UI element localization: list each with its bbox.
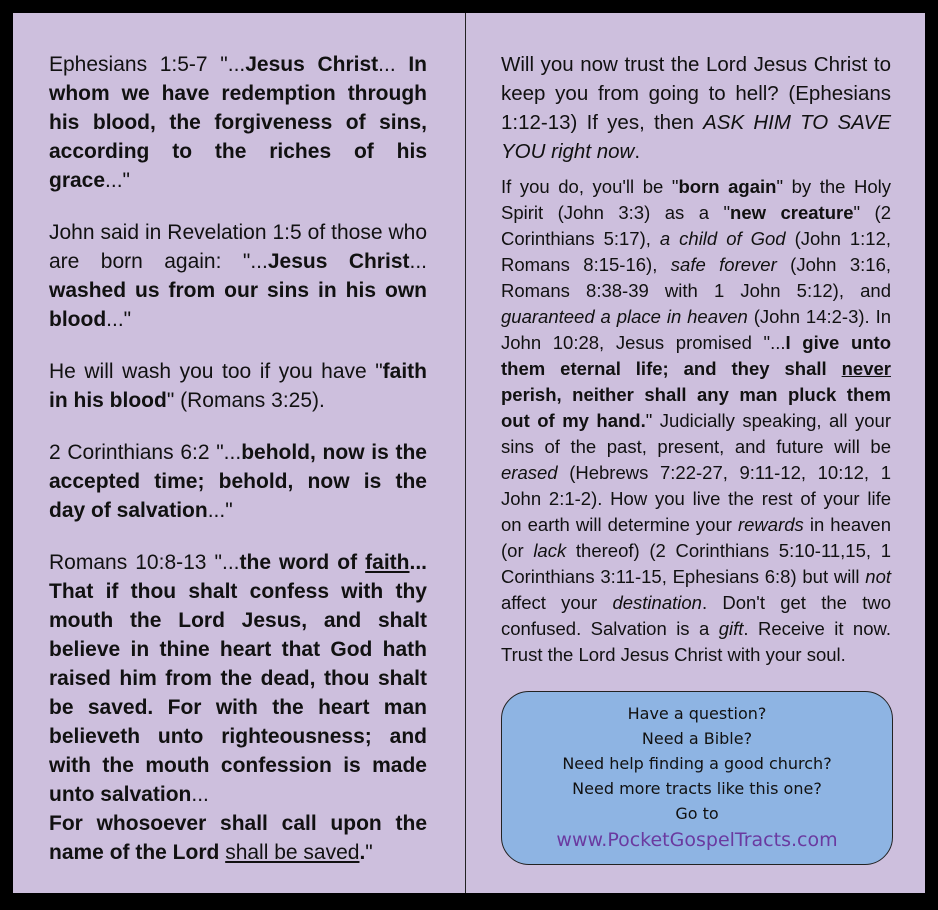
text-run: " by the Holy Spirit (John 3:3) as a " — [501, 176, 891, 223]
bold-run: behold, now is the accepted time; behold, now is the day of salvation — [49, 441, 427, 522]
bold-run: In whom we have redemption through his blood, the forgiveness of sins, according to the riches of his grace — [49, 53, 428, 192]
bold-run: new creature — [730, 202, 854, 223]
text-run: affect your — [501, 592, 613, 613]
text-run: . — [634, 140, 641, 163]
verse-romans-3-25 — [49, 357, 427, 415]
text-run: ... — [191, 783, 209, 806]
italic-run: right now — [551, 140, 635, 163]
left-column — [49, 50, 427, 890]
verse-romans-10-13 — [49, 809, 427, 867]
text-run: in heaven (or — [501, 514, 892, 561]
text-run: ..." — [106, 308, 132, 331]
underlined-run: shall be saved — [225, 841, 360, 864]
text-run: Romans 10:8-13 "... — [49, 551, 240, 574]
text-run: thereof) (2 Corinthians 5:10-11,15, 1 Corinthians 3:11-15, Ephesians 6:8) but will — [501, 540, 892, 587]
right-column — [501, 50, 891, 668]
text-run: . Receive it now. Trust the Lord Jesus Christ with your soul. — [501, 618, 891, 665]
underlined-run: faith — [365, 551, 410, 574]
box-line-question: Have a question? — [627, 704, 767, 723]
bold-run: For whosoever shall call upon the name of the Lord — [49, 812, 427, 864]
italic-run: not — [865, 566, 891, 587]
bold-run: ... That if thou shalt confess with thy mouth the Lord Jesus, and shalt believe in thine heart that God hath raised him from the dead, thou shalt be saved. For with the heart man believeth unto righteousness; and with the mouth confession is made unto salvation — [49, 551, 427, 806]
text-run: ... — [409, 250, 428, 273]
text-run: John said in Revelation 1:5 of those who are born again: "... — [49, 221, 427, 273]
italic-run: erased — [501, 462, 558, 483]
italic-run: gift — [718, 618, 744, 639]
text-run: ... — [378, 53, 409, 76]
bold-run: faith in his blood — [49, 360, 427, 412]
tract-page — [13, 13, 925, 893]
italic-run: ASK HIM TO SAVE YOU — [501, 111, 892, 163]
italic-run: rewards — [737, 514, 804, 535]
underlined-run: never — [841, 358, 891, 379]
bold-run: the word of — [239, 551, 366, 574]
text-run: 2 Corinthians 6:2 "... — [49, 441, 242, 464]
box-line-bible: Need a Bible? — [641, 729, 753, 748]
bold-run: washed us from our sins in his own blood — [49, 279, 427, 331]
italic-run: a child of God — [659, 228, 786, 249]
box-line-tracts: Need more tracts like this one? — [572, 779, 822, 798]
bold-run: I give unto them eternal life; and they shall — [501, 332, 892, 379]
italic-run: safe forever — [670, 254, 777, 275]
italic-run: lack — [533, 540, 567, 561]
bold-run: perish, neither shall any man pluck them out of my hand. — [501, 384, 891, 431]
invitation-paragraph — [501, 50, 891, 166]
text-run: . Don't get the two confused. Salvation is a — [501, 592, 891, 639]
text-run: He will wash you too if you have " — [49, 360, 383, 383]
assurance-paragraph — [501, 174, 891, 668]
website-link[interactable]: www.PocketGospelTracts.com — [556, 829, 838, 851]
italic-run: guaranteed a place in heaven — [501, 306, 748, 327]
text-run: " (2 Corinthians 5:17), — [501, 202, 891, 249]
italic-run: destination — [612, 592, 702, 613]
text-run: " (Romans 3:25). — [166, 389, 325, 412]
verse-2-corinthians-6-2 — [49, 438, 427, 525]
text-run: ..." — [105, 169, 131, 192]
text-run: " Judicially speaking, all your sins of the past, present, and future will be — [501, 410, 891, 457]
text-run: (John 3:16, Romans 8:38-39 with 1 John 5:12), and — [501, 254, 892, 301]
bold-run: . — [359, 841, 366, 864]
contact-info-box — [501, 691, 893, 865]
text-run: " — [365, 841, 373, 864]
text-run: (John 1:12, Romans 8:15-16), — [501, 228, 892, 275]
bold-run: Jesus Christ — [245, 53, 379, 76]
text-run: ..." — [207, 499, 233, 522]
fold-divider — [465, 13, 466, 893]
text-run: (Hebrews 7:22-27, 9:11-12, 10:12, 1 John 2:1-2). How you live the rest of your life on earth will determine your — [501, 462, 891, 535]
text-run: (John 14:2-3). In John 10:28, Jesus promised "... — [501, 306, 891, 353]
box-line-goto: Go to — [675, 804, 719, 823]
verse-ephesians-1-5 — [49, 50, 427, 195]
bold-run: Jesus Christ — [267, 250, 410, 273]
text-run: Ephesians 1:5-7 "... — [49, 53, 246, 76]
text-run: Will you now trust the Lord Jesus Christ to keep you from going to hell? (Ephesians 1:12-13) If yes, then — [501, 53, 891, 134]
bold-run: born again — [678, 176, 777, 197]
box-line-church: Need help finding a good church? — [562, 754, 832, 773]
text-run: If you do, you'll be " — [501, 176, 679, 197]
verse-romans-10-8 — [49, 548, 427, 809]
verse-revelation-1-5 — [49, 218, 427, 334]
